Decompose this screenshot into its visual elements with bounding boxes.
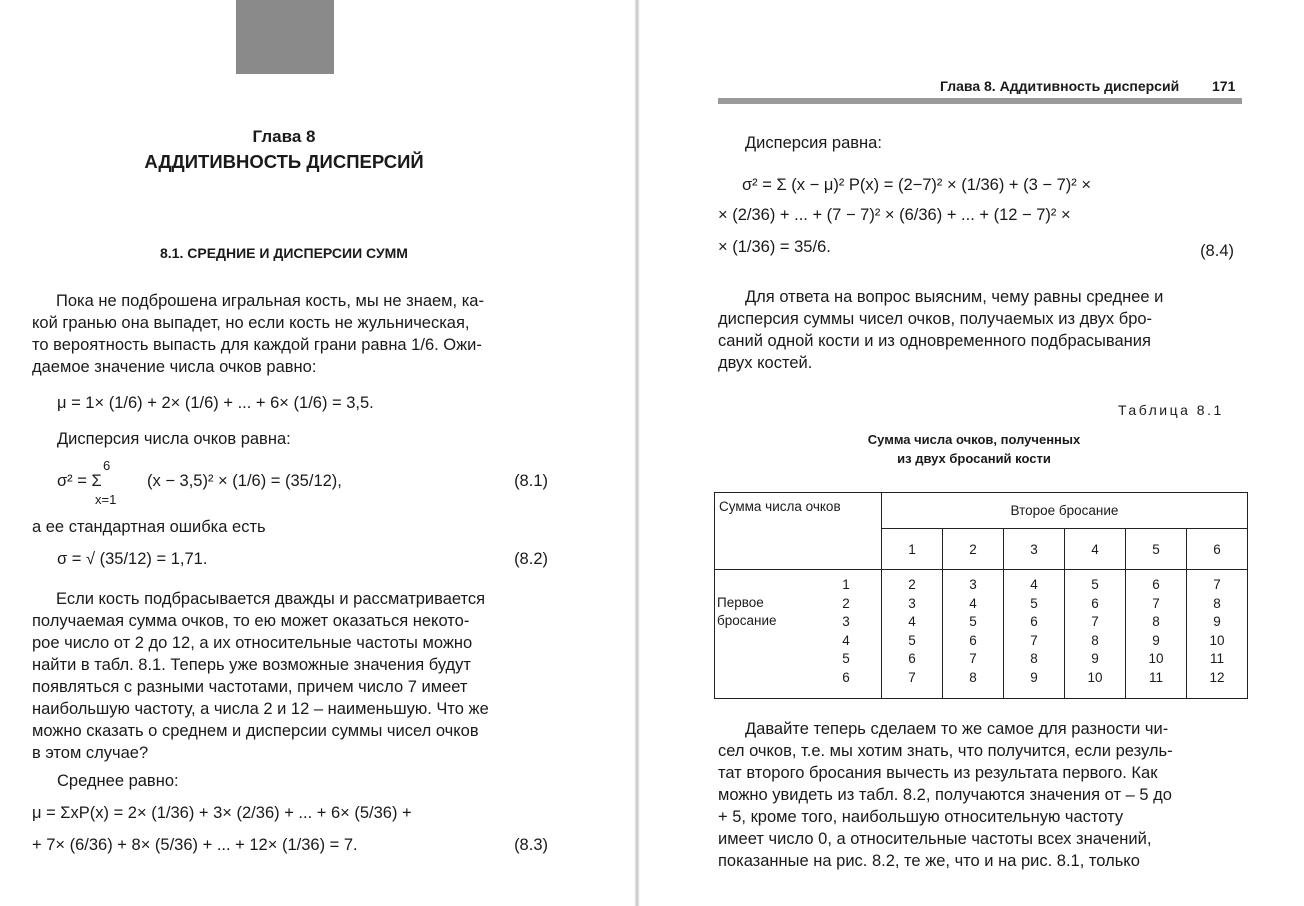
text-line: имеет число 0, а относительные частоты всех значений,: [718, 830, 1152, 848]
table-cell: 7: [908, 669, 916, 685]
row-label: 6: [842, 669, 850, 685]
equation-lhs: σ² = Σ: [57, 472, 102, 490]
table-caption-line: из двух бросаний кости: [897, 451, 1051, 466]
table-column-header: 6: [1187, 529, 1248, 570]
text-line: двух костей.: [718, 354, 813, 372]
row-label: 4: [842, 632, 850, 648]
equation-body: σ = √ (35/12) = 1,71.: [57, 550, 208, 568]
text-line: кой гранью она выпадет, но если кость не жульническая,: [32, 314, 470, 332]
text-line: даемое значение числа очков равно:: [32, 358, 317, 376]
chapter-decoration-block: [236, 0, 334, 74]
table-cell: 10: [1209, 632, 1225, 648]
table-cell: 4: [969, 595, 977, 611]
table-caption-line: Сумма числа очков, полученных: [867, 432, 1081, 447]
table-cell: 6: [1152, 577, 1160, 592]
equation-8-2: [32, 550, 548, 574]
table-cell: 8: [1091, 632, 1099, 648]
paragraph-two-throws: [32, 588, 548, 764]
text-line: сел очков, т.е. мы хотим знать, что получится, если резуль-: [718, 742, 1173, 760]
equation-number: (8.3): [514, 836, 548, 854]
text-line: + 5, кроме того, наибольшую относительную частоту: [718, 808, 1124, 826]
table-column-header: 3: [1004, 529, 1065, 570]
row-label-column: [835, 576, 857, 687]
text-line: рое число от 2 до 12, а их относительные частоты можно: [32, 634, 473, 652]
text-line: саний одной кости и из одновременного подбрасывания: [718, 332, 1151, 350]
equation-8-3: [32, 804, 548, 860]
text-line: можно увидеть из табл. 8.2, получаются значения от – 5 до: [718, 786, 1172, 804]
equation-8-4: [718, 176, 1234, 264]
table-column-header: 2: [943, 529, 1004, 570]
section-title: 8.1. СРЕДНИЕ И ДИСПЕРСИИ СУММ: [160, 245, 408, 261]
paragraph-question: [718, 286, 1234, 374]
table-cell: 7: [1213, 577, 1221, 592]
text-line: появляться с разными частотами, причем число 7 имеет: [32, 678, 468, 696]
table-cell: 10: [1148, 651, 1164, 666]
table-cell: 3: [969, 577, 977, 592]
table-cell: 3: [908, 595, 916, 611]
table-cell: 6: [908, 651, 916, 666]
table-cell: 10: [1087, 669, 1103, 685]
variance-intro: Дисперсия числа очков равна:: [57, 430, 291, 448]
equation-rhs: (x − 3,5)² × (1/6) = (35/12),: [147, 472, 342, 490]
table-cell: 7: [1030, 632, 1038, 648]
table-cell: 6: [1091, 595, 1099, 611]
equation-line: σ² = Σ (x − μ)² P(x) = (2−7)² × (1/36) + (3 − 7)² ×: [742, 176, 1091, 194]
table-corner-header: Сумма числа очков: [715, 493, 882, 570]
table-column-header: 1: [882, 529, 943, 570]
text-line: в этом случае?: [32, 744, 149, 762]
table-value-column: [1004, 570, 1065, 699]
text-line: получаемая сумма очков, то ею может оказаться некото-: [32, 612, 470, 630]
equation-mean-single: μ = 1× (1/6) + 2× (1/6) + ... + 6× (1/6) = 3,5.: [57, 394, 374, 412]
table-cell: 5: [1091, 577, 1099, 592]
table-cell: 7: [969, 651, 977, 666]
sum-upper-limit: 6: [103, 458, 111, 473]
row-label: 1: [842, 577, 850, 592]
equation-line: μ = ΣxP(x) = 2× (1/36) + 3× (2/36) + ... + 6× (5/36) +: [32, 804, 412, 822]
mean-intro: Среднее равно:: [57, 772, 179, 790]
running-header: Глава 8. Аддитивность дисперсий: [940, 78, 1180, 94]
table-cell: 6: [969, 632, 977, 648]
first-throw-label-line: Первое: [717, 595, 764, 610]
text-line: Пока не подброшена игральная кость, мы не знаем, ка-: [56, 292, 484, 310]
table-cell: 7: [1152, 595, 1160, 611]
first-throw-label-line: бросание: [717, 613, 777, 628]
paragraph-intro: [32, 290, 548, 378]
table-cell: 6: [1030, 614, 1038, 629]
left-page: [0, 0, 636, 906]
equation-line: × (2/36) + ... + (7 − 7)² × (6/36) + ... + (12 − 7)² ×: [718, 206, 1071, 224]
chapter-label: Глава 8: [252, 127, 316, 146]
text-line: показанные на рис. 8.2, те же, что и на рис. 8.1, только: [718, 852, 1140, 870]
text-line: найти в табл. 8.1. Теперь уже возможные значения будут: [32, 656, 471, 674]
table-cell: 7: [1091, 614, 1099, 629]
table-cell: 2: [908, 577, 916, 592]
table-cell: 8: [969, 669, 977, 685]
table-value-column: [882, 570, 943, 699]
row-label: 3: [842, 614, 850, 629]
paragraph-difference: [718, 718, 1234, 872]
table-value-column: [1187, 570, 1248, 699]
equation-line: + 7× (6/36) + 8× (5/36) + ... + 12× (1/36) = 7.: [32, 836, 358, 854]
text-line: дисперсия суммы чисел очков, получаемых из двух бро-: [718, 310, 1153, 328]
equation-number: (8.1): [514, 472, 548, 490]
page-number: 171: [1212, 78, 1236, 94]
header-rule: [718, 98, 1242, 104]
table-cell: 11: [1209, 651, 1224, 666]
equation-8-1: [32, 458, 548, 508]
sums-table: [714, 492, 1248, 699]
table-cell: 5: [908, 632, 916, 648]
table-label: Таблица 8.1: [1118, 402, 1224, 418]
std-error-intro: а ее стандартная ошибка есть: [32, 518, 266, 536]
table-cell: 11: [1148, 669, 1163, 685]
row-label: 2: [842, 595, 850, 611]
table-row-labels-cell: [715, 570, 882, 699]
first-throw-label: [717, 594, 777, 630]
equation-number: (8.4): [1200, 242, 1234, 260]
row-label: 5: [842, 651, 850, 666]
table-cell: 4: [908, 614, 916, 629]
table-cell: 8: [1152, 614, 1160, 629]
text-line: можно сказать о среднем и дисперсии суммы чисел очков: [32, 722, 479, 740]
sum-lower-limit: x=1: [95, 492, 117, 507]
table-second-throw-header: Второе бросание: [882, 493, 1248, 529]
equation-line: × (1/36) = 35/6.: [718, 238, 831, 256]
variance-intro-right: Дисперсия равна:: [745, 134, 882, 152]
text-line: Давайте теперь сделаем то же самое для разности чи-: [745, 720, 1169, 738]
table-value-column: [943, 570, 1004, 699]
table-column-header: 4: [1065, 529, 1126, 570]
table-cell: 5: [969, 614, 977, 629]
text-line: Для ответа на вопрос выясним, чему равны среднее и: [745, 288, 1164, 306]
table-column-header: 5: [1126, 529, 1187, 570]
table-cell: 9: [1213, 614, 1221, 629]
equation-number: (8.2): [514, 550, 548, 568]
text-line: Если кость подбрасывается дважды и рассматривается: [56, 590, 486, 608]
table-cell: 8: [1213, 595, 1221, 611]
chapter-title: АДДИТИВНОСТЬ ДИСПЕРСИЙ: [144, 151, 424, 172]
table-cell: 9: [1091, 651, 1099, 666]
table-cell: 5: [1030, 595, 1038, 611]
table-cell: 9: [1152, 632, 1160, 648]
table-value-column: [1126, 570, 1187, 699]
text-line: наибольшую частоту, а числа 2 и 12 – наименьшую. Что же: [32, 700, 489, 718]
table-cell: 4: [1030, 577, 1038, 592]
table-value-column: [1065, 570, 1126, 699]
table-cell: 8: [1030, 651, 1038, 666]
table-cell: 12: [1209, 669, 1225, 685]
table-cell: 9: [1030, 669, 1038, 685]
text-line: то вероятность выпасть для каждой грани равна 1/6. Ожи-: [32, 336, 482, 354]
text-line: тат второго бросания вычесть из результата первого. Как: [718, 764, 1158, 782]
